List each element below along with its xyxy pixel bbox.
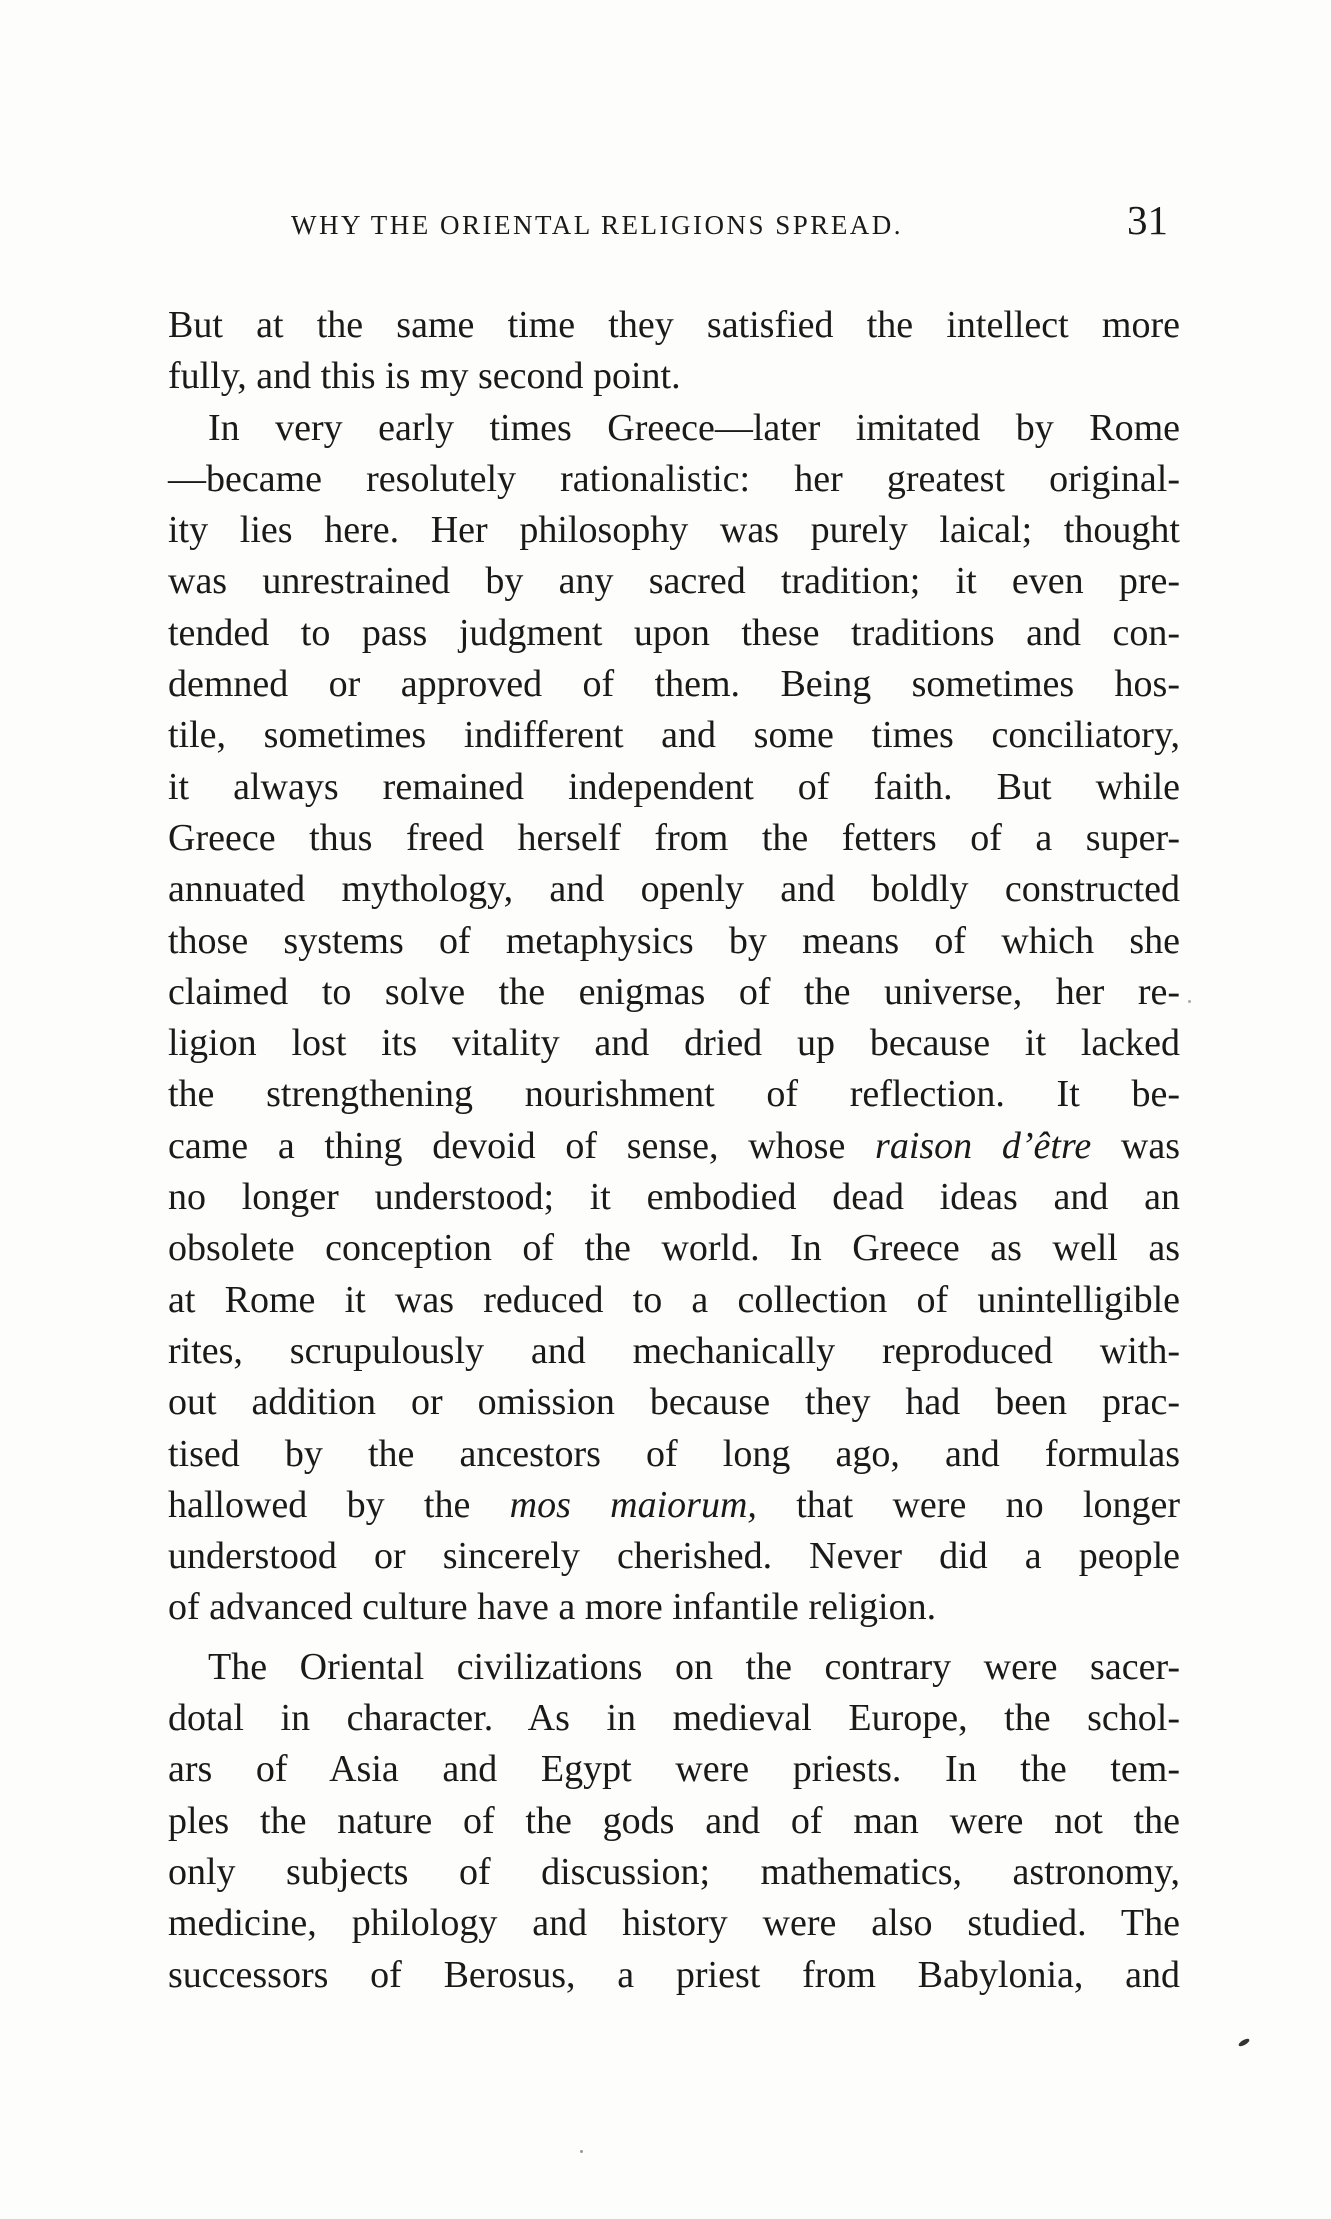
text-line: tile, sometimes indifferent and some times conciliatory, [168, 714, 1180, 757]
text-line: claimed to solve the enigmas of the universe, her re- [168, 970, 1180, 1013]
scan-speck [1238, 2037, 1251, 2047]
text-line: tised by the ancestors of long ago, and formulas [168, 1432, 1180, 1475]
text-line: ity lies here. Her philosophy was purely laical; thought [168, 509, 1180, 552]
text-line: at Rome it was reduced to a collection of unintelligible [168, 1278, 1180, 1321]
text-line: rites, scrupulously and mechanically reproduced with- [168, 1329, 1180, 1372]
text-line: dotal in character. As in medieval Europe, the schol- [168, 1697, 1180, 1740]
text-line: The Oriental civilizations on the contrary were sacer- [208, 1645, 1180, 1688]
text-line: successors of Berosus, a priest from Babylonia, and [168, 1953, 1180, 1996]
text-line: ligion lost its vitality and dried up because it lacked [168, 1022, 1180, 1065]
text-line: Greece thus freed herself from the fetters of a super- [168, 816, 1180, 859]
text-line: ples the nature of the gods and of man were not the [168, 1799, 1180, 1842]
text-line: hallowed by the mos maiorum, that were no longer [168, 1483, 1180, 1526]
italic-phrase: raison d’être [875, 1124, 1092, 1167]
italic-phrase: mos maiorum, [509, 1483, 757, 1526]
page-number: 31 [1127, 197, 1168, 243]
running-title: WHY THE ORIENTAL RELIGIONS SPREAD. [291, 210, 904, 240]
text-line: medicine, philology and history were also studied. The [168, 1902, 1180, 1945]
body-text [168, 300, 1180, 2001]
text-line: the strengthening nourishment of reflection. It be- [168, 1073, 1180, 1116]
page-header [168, 192, 1180, 252]
text-line: came a thing devoid of sense, whose raison d’être was [168, 1124, 1180, 1167]
paragraph-2 [168, 403, 1180, 1634]
text-line: it always remained independent of faith. But while [168, 765, 1180, 808]
text-line: ars of Asia and Egypt were priests. In the tem- [168, 1748, 1180, 1791]
text-line: demned or approved of them. Being sometimes hos- [168, 663, 1180, 706]
text-line: out addition or omission because they had been prac- [168, 1381, 1180, 1424]
text-line: was unrestrained by any sacred tradition; it even pre- [168, 560, 1180, 603]
paragraph-3 [168, 1642, 1180, 2001]
text-line: no longer understood; it embodied dead ideas and an [168, 1176, 1180, 1219]
text-line: of advanced culture have a more infantile religion. [168, 1586, 937, 1629]
text-line: annuated mythology, and openly and boldly constructed [168, 868, 1180, 911]
paragraph-spacing [168, 1634, 1180, 1642]
text-line: those systems of metaphysics by means of which she [168, 919, 1180, 962]
scan-speck [580, 2150, 583, 2153]
text-line: But at the same time they satisfied the intellect more [168, 304, 1180, 346]
text-line: only subjects of discussion; mathematics, astronomy, [168, 1850, 1180, 1893]
scan-speck [1188, 1000, 1191, 1003]
text-line: understood or sincerely cherished. Never did a people [168, 1535, 1180, 1578]
text-line: In very early times Greece—later imitated by Rome [208, 406, 1180, 449]
text-line: obsolete conception of the world. In Greece as well as [168, 1227, 1180, 1270]
text-line: —became resolutely rationalistic: her greatest original- [168, 457, 1180, 500]
paragraph-1 [168, 300, 1180, 403]
text-line: fully, and this is my second point. [168, 355, 681, 398]
text-line: tended to pass judgment upon these traditions and con- [168, 611, 1180, 654]
